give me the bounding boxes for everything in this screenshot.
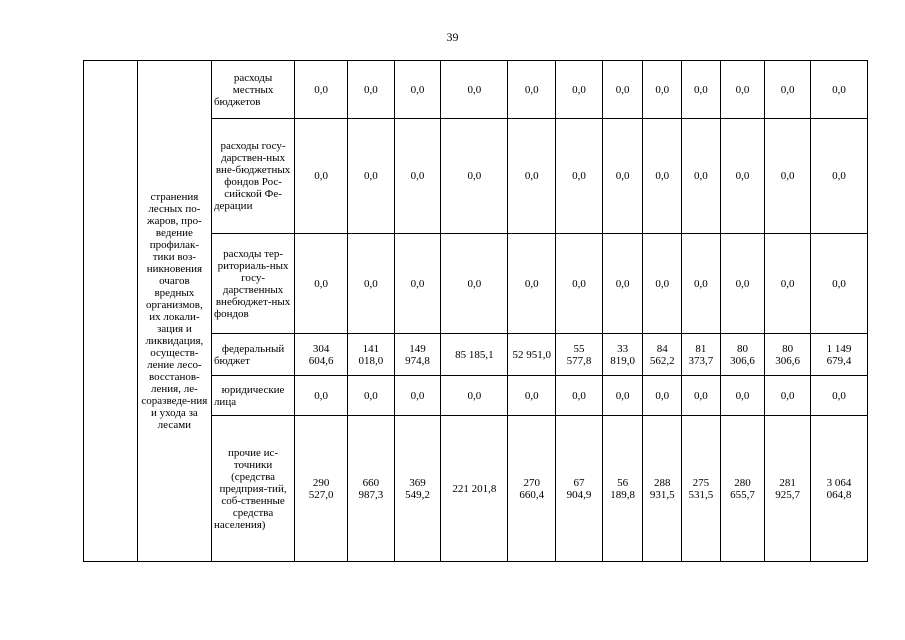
value-cell: 81 373,7 — [682, 334, 721, 376]
value-cell: 0,0 — [765, 376, 811, 416]
value-cell: 281 925,7 — [765, 416, 811, 562]
value-cell: 0,0 — [556, 234, 603, 334]
value-cell: 3 064 064,8 — [810, 416, 867, 562]
value-cell: 85 185,1 — [441, 334, 508, 376]
value-cell: 0,0 — [643, 376, 682, 416]
value-cell: 0,0 — [720, 61, 765, 119]
value-cell: 0,0 — [441, 234, 508, 334]
funding-source-cell: расходы местных бюджетов — [211, 61, 294, 119]
value-cell: 280 655,7 — [720, 416, 765, 562]
value-cell: 55 577,8 — [556, 334, 603, 376]
value-cell: 84 562,2 — [643, 334, 682, 376]
value-cell: 0,0 — [720, 234, 765, 334]
value-cell: 0,0 — [765, 61, 811, 119]
value-cell: 0,0 — [441, 119, 508, 234]
funding-source-cell: расходы госу-дарствен-ных вне-бюджетных фондов Рос-сийской Фе-дерации — [211, 119, 294, 234]
value-cell: 0,0 — [810, 234, 867, 334]
value-cell: 0,0 — [348, 119, 395, 234]
value-cell: 0,0 — [720, 376, 765, 416]
value-cell: 0,0 — [810, 61, 867, 119]
value-cell: 0,0 — [556, 119, 603, 234]
value-cell: 221 201,8 — [441, 416, 508, 562]
value-cell: 0,0 — [295, 234, 348, 334]
blank-column-cell — [84, 61, 138, 562]
value-cell: 290 527,0 — [295, 416, 348, 562]
value-cell: 0,0 — [643, 61, 682, 119]
value-cell: 0,0 — [348, 61, 395, 119]
value-cell: 0,0 — [643, 234, 682, 334]
funding-source-cell: юридические лица — [211, 376, 294, 416]
value-cell: 0,0 — [602, 234, 643, 334]
value-cell: 0,0 — [556, 61, 603, 119]
value-cell: 0,0 — [720, 119, 765, 234]
value-cell: 369 549,2 — [394, 416, 441, 562]
funding-source-cell: расходы тер-риториаль-ных госу-дарственных внебюджет-ных фондов — [211, 234, 294, 334]
value-cell: 0,0 — [602, 119, 643, 234]
value-cell: 0,0 — [441, 61, 508, 119]
value-cell: 80 306,6 — [720, 334, 765, 376]
table-row — [84, 61, 868, 119]
value-cell: 0,0 — [394, 376, 441, 416]
value-cell: 149 974,8 — [394, 334, 441, 376]
value-cell: 270 660,4 — [508, 416, 556, 562]
value-cell: 0,0 — [602, 61, 643, 119]
value-cell: 33 819,0 — [602, 334, 643, 376]
value-cell: 0,0 — [810, 119, 867, 234]
value-cell: 0,0 — [394, 234, 441, 334]
measure-description-cell: странения лесных по-жаров, про-ведение профилак-тики воз-никновения очагов вредных организмов, их локали-зация и ликвидация, осуществ-ление лесо-восстанов-ления, ле-соразведе-ния и ухода за лесами — [137, 61, 211, 562]
value-cell: 0,0 — [643, 119, 682, 234]
value-cell: 0,0 — [295, 119, 348, 234]
value-cell: 1 149 679,4 — [810, 334, 867, 376]
value-cell: 0,0 — [508, 119, 556, 234]
value-cell: 0,0 — [394, 61, 441, 119]
value-cell: 0,0 — [508, 376, 556, 416]
funding-source-cell: федеральный бюджет — [211, 334, 294, 376]
value-cell: 288 931,5 — [643, 416, 682, 562]
value-cell: 0,0 — [348, 234, 395, 334]
value-cell: 0,0 — [348, 376, 395, 416]
value-cell: 0,0 — [682, 61, 721, 119]
value-cell: 0,0 — [765, 119, 811, 234]
value-cell: 67 904,9 — [556, 416, 603, 562]
funding-source-cell: прочие ис-точники (средства предприя-тий, соб-ственные средства населения) — [211, 416, 294, 562]
value-cell: 0,0 — [394, 119, 441, 234]
value-cell: 141 018,0 — [348, 334, 395, 376]
value-cell: 0,0 — [810, 376, 867, 416]
page-number: 39 — [446, 30, 459, 44]
value-cell: 0,0 — [295, 61, 348, 119]
value-cell: 0,0 — [508, 61, 556, 119]
value-cell: 0,0 — [295, 376, 348, 416]
value-cell: 0,0 — [508, 234, 556, 334]
value-cell: 0,0 — [682, 119, 721, 234]
value-cell: 80 306,6 — [765, 334, 811, 376]
value-cell: 275 531,5 — [682, 416, 721, 562]
value-cell: 0,0 — [441, 376, 508, 416]
value-cell: 0,0 — [682, 234, 721, 334]
budget-table — [83, 60, 868, 562]
value-cell: 0,0 — [556, 376, 603, 416]
value-cell: 0,0 — [682, 376, 721, 416]
value-cell: 56 189,8 — [602, 416, 643, 562]
value-cell: 304 604,6 — [295, 334, 348, 376]
value-cell: 660 987,3 — [348, 416, 395, 562]
value-cell: 52 951,0 — [508, 334, 556, 376]
value-cell: 0,0 — [765, 234, 811, 334]
value-cell: 0,0 — [602, 376, 643, 416]
